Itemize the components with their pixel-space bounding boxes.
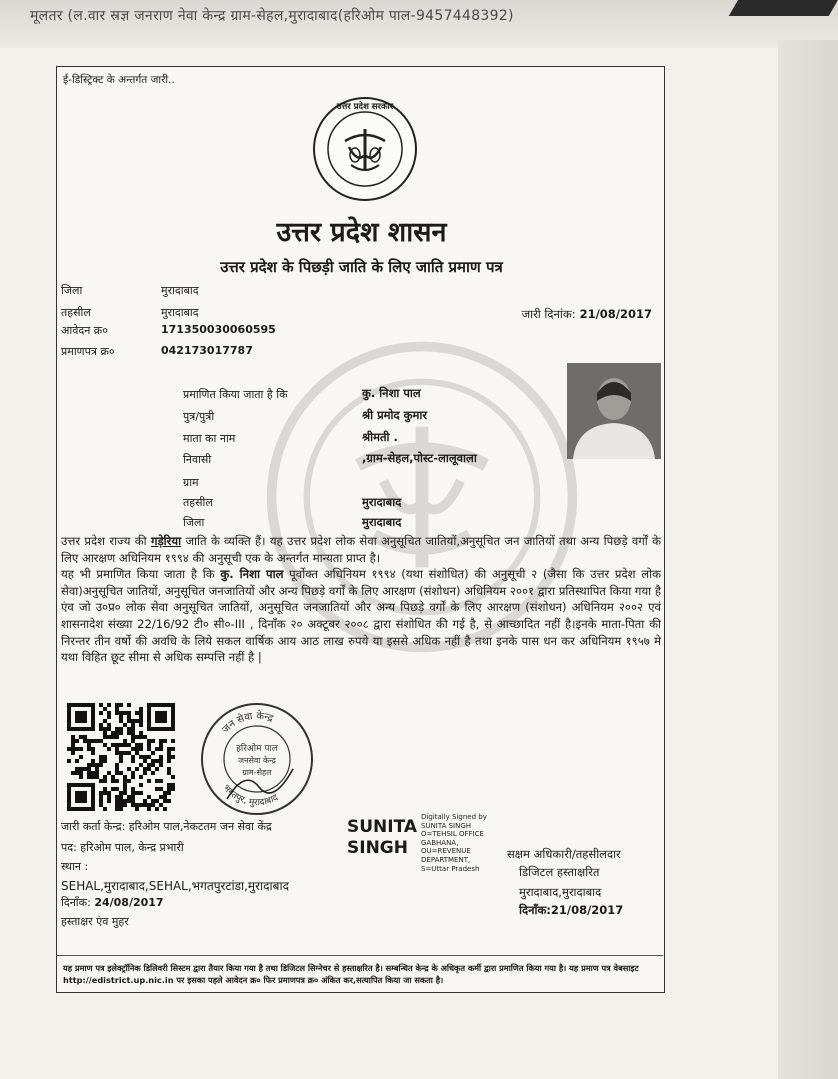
applicant-photo <box>567 363 661 459</box>
qr-code-icon <box>67 703 175 811</box>
issued-under-text: ई-डिस्ट्रिक्ट के अन्तर्गत जारी.. <box>63 74 175 86</box>
application-number-value: 171350030060595 <box>161 323 276 336</box>
stamp-ring-text: जन सेवा केन्द्र <box>220 710 275 736</box>
authority-location: मुरादाबाद,मुरादाबाद <box>519 885 602 899</box>
place-label: स्थान : <box>61 860 89 873</box>
caste-certificate <box>56 66 665 993</box>
body-paragraph-1: उत्तर प्रदेश राज्य की गड़ेरिया जाति के व्यक्ति हैं। यह उत्तर प्रदेश लोक सेवा अनुसूचित जातियों,अनुसूचित जन जातियों तथा अन्य पिछड़े वर्गों के लिए आरक्षण अधिनियम १९९४ की अनुसूची एक के अन्तर्गत मान्यता प्राप्त है। <box>61 534 661 565</box>
certificate-number-label: प्रमाणपत्र क्र० <box>61 345 115 358</box>
person-tehsil-value: मुरादाबाद <box>362 495 402 509</box>
resident-label: निवासी <box>183 453 212 466</box>
digital-signature-details: Digitally Signed by SUNITA SINGH O=TEHSIL OFFICE GABHANA, OU=REVENUE DEPARTMENT, S=Uttar Pradesh <box>421 813 487 873</box>
certificate-body <box>61 533 661 666</box>
certificate-title: उत्तर प्रदेश के पिछड़ी जाति के लिए जाति प्रमाण पत्र <box>220 258 503 276</box>
district-label: जिला <box>61 284 83 297</box>
photocopy-top-strip <box>0 0 838 48</box>
stamp-line-3: ग्राम-सेहल <box>242 768 272 777</box>
certify-label: प्रमाणित किया जाता है कि <box>183 388 288 401</box>
mother-name: श्रीमती . <box>362 430 398 444</box>
caste-name: गड़ेरिया <box>150 534 182 548</box>
stamp-line-2: जनसेवा केन्द्र <box>238 756 276 765</box>
footer-date-label: दिनाँक: <box>61 896 91 909</box>
person-photo-icon <box>567 363 661 459</box>
person-tehsil-label: तहसील <box>183 496 213 509</box>
person-district-value: मुरादाबाद <box>362 515 402 529</box>
top-strip-text: मूलतर (ल.वार स्रज्ञ जनराण नेवा केन्द्र ग्राम-सेहल,मुरादाबाद(हरिओम पाल-9457448392) <box>30 8 514 24</box>
authority-date: दिनाँक:21/08/2017 <box>519 903 624 917</box>
body-paragraph-2: यह भी प्रमाणित किया जाता है कि कु. निशा पाल पूर्वोक्त अधिनियम १९९४ (यथा संशोधित) की अनुसूची २ (जैसा कि उत्तर प्रदेश लोक सेवा)अनुसूचित जातियों, अनुसूचित जनजातियों और अन्य पिछड़े वर्गों के लिए आरक्षण (संशोधन) अधिनियम २००१ द्वारा प्रतिस्थापित किया गया है एंव जो उ०प्र० लोक सेवा अनुसूचित जातियों, अनुसूचित जनजातियों और अन्य पिछड़े वर्गों के लिए आरक्षण (संशोधन) अधिनियम २००२ एवं शासनादेश संख्या 22/16/92 टी० सी०-III , दिनाँक २० अक्टूबर २००८ द्वारा संशोधित की गई है, से आच्छादित नहीं है।इनके माता-पिता की निरन्तर तीन वर्षो की अवधि के लिये सकल वार्षिक आय आठ लाख रुपये या इससे अधिक नहीं है तथा इनके पास धन कर अधिनियम १९५७ मे यथा विहित छूट सीमा से अधिक सम्पत्ति नहीं है | <box>61 567 662 665</box>
place-value: SEHAL,मुरादाबाद,SEHAL,भगतपुरटांडा,मुरादाबाद <box>61 879 289 893</box>
issue-date-label: जारी दिनांक: <box>521 307 576 321</box>
government-title: उत्तर प्रदेश शासन <box>276 217 447 248</box>
footer-divider <box>57 955 663 956</box>
issue-date-value: 21/08/2017 <box>579 307 652 321</box>
certificate-number-value: 042173017787 <box>161 344 253 357</box>
qr-code <box>67 703 175 811</box>
digital-signature-name: SUNITA SINGH <box>347 817 418 858</box>
up-government-emblem <box>311 95 419 203</box>
service-center-stamp <box>197 699 317 819</box>
issue-date <box>522 307 652 322</box>
tehsil-label: तहसील <box>61 306 91 319</box>
resident-value: ,ग्राम-सेहल,पोस्ट-लालूवाला <box>362 451 477 465</box>
authority-designation: सक्षम अधिकारी/तहसीलदार <box>507 847 621 861</box>
scan-corner-shadow <box>729 0 838 16</box>
footer-date-value: 24/08/2017 <box>94 896 164 909</box>
issuing-center: जारी कर्ता केन्द्र: हरिओम पाल,नेकटतम जन सेवा केंद्र <box>61 820 272 833</box>
body-applicant-name: कु. निशा पाल <box>220 567 284 582</box>
sign-and-seal-label: हस्ताक्षर एंव मुहर <box>61 915 129 928</box>
digitally-signed-label: डिजिटल हस्ताक्षरित <box>519 865 600 879</box>
parent-label: पुत्र/पुत्री <box>183 410 215 423</box>
applicant-name: कु. निशा पाल <box>362 386 421 400</box>
stamp-bottom-text: भगतपुर, मुरादाबाद <box>220 783 280 809</box>
application-number-label: आवेदन क्र० <box>61 324 108 337</box>
village-label: ग्राम <box>183 476 199 489</box>
verification-disclaimer: यह प्रमाण पत्र इलेक्ट्रॉनिक डिलिवरी सिस्टम द्वारा तैयार किया गया है तथा डिजिटल सिग्नेचर से हस्ताक्षरित है। सम्बन्धित केन्द्र के अधिकृत कर्मी द्वारा प्रमाणित किया गया है। यह प्रमाण पत्र वेबसाइट http://edistrict.up.nic.in पर इसका पहले आवेदन क्र० फिर प्रमाणपत्र क्र० अंकित कर,सत्यापित किया जा सकता है। <box>63 963 639 985</box>
person-district-label: जिला <box>183 516 205 529</box>
stamp-line-1: हरिओम पाल <box>236 744 278 754</box>
parent-name: श्री प्रमोद कुमार <box>362 408 428 422</box>
mother-label: माता का नाम <box>183 432 236 445</box>
district-value: मुरादाबाद <box>161 284 199 297</box>
paper-fold-edge <box>778 40 838 1079</box>
issuer-post: पद: हरिओम पाल, केन्द्र प्रभारी <box>61 841 184 854</box>
emblem-text: उत्तर प्रदेश सरकार <box>336 102 394 112</box>
tehsil-value: मुरादाबाद <box>161 306 199 319</box>
issue-date-footer <box>61 895 164 910</box>
